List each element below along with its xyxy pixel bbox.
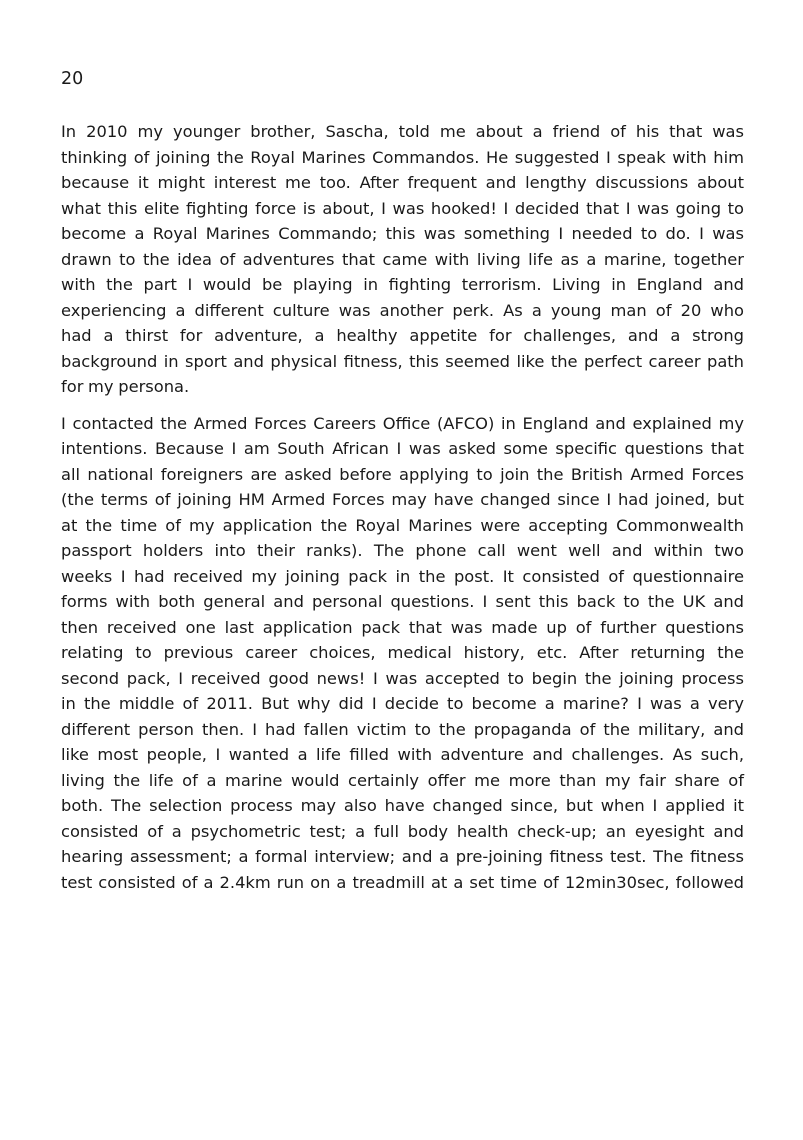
text-line: passport holders into their ranks). The phone call went well and within two (61, 541, 744, 560)
text-line: like most people, I wanted a life filled with adventure and challenges. As such, (61, 745, 744, 764)
text-line: consisted of a psychometric test; a full body health check-up; an eyesight and (61, 821, 744, 841)
text-line: experiencing a different culture was another perk. As a young man of 20 who (61, 300, 744, 320)
body-text (61, 119, 744, 906)
paragraph (61, 119, 744, 400)
text-line: both. The selection process may also have changed since, but when I applied it (61, 796, 744, 815)
text-line: different person then. I had fallen victim to the propaganda of the military, and (61, 719, 744, 739)
text-line: had a thirst for adventure, a healthy appetite for challenges, and a strong (61, 326, 744, 345)
page-number: 20 (61, 69, 84, 89)
text-line: all national foreigners are asked before applying to join the British Armed Forces (61, 464, 744, 484)
text-line: forms with both general and personal questions. I sent this back to the UK and (61, 592, 744, 611)
text-line: In 2010 my younger brother, Sascha, told me about a friend of his that was (61, 122, 744, 141)
text-line: intentions. Because I am South African I was asked some specific questions that (61, 439, 744, 458)
paragraph (61, 411, 744, 896)
text-line: because it might interest me too. After frequent and lengthy discussions about (61, 173, 744, 192)
text-line: test consisted of a 2.4km run on a treadmill at a set time of 12min30sec, followed (61, 872, 744, 892)
text-line: then received one last application pack that was made up of further questions (61, 617, 744, 637)
text-line: weeks I had received my joining pack in the post. It consisted of questionnaire (61, 566, 744, 586)
text-line: for my persona. (61, 377, 190, 396)
text-line: background in sport and physical fitness, this seemed like the perfect career path (61, 351, 744, 371)
text-line: (the terms of joining HM Armed Forces may have changed since I had joined, but (61, 490, 744, 509)
text-line: I contacted the Armed Forces Careers Office (AFCO) in England and explained my (61, 413, 744, 433)
text-line: living the life of a marine would certainly offer me more than my fair share of (61, 770, 744, 790)
text-line: second pack, I received good news! I was accepted to begin the joining process (61, 668, 744, 688)
text-line: thinking of joining the Royal Marines Commandos. He suggested I speak with him (61, 147, 744, 167)
text-line: become a Royal Marines Commando; this was something I needed to do. I was (61, 224, 744, 243)
text-line: at the time of my application the Royal Marines were accepting Commonwealth (61, 515, 744, 535)
text-line: in the middle of 2011. But why did I decide to become a marine? I was a very (61, 694, 744, 713)
text-line: what this elite fighting force is about, I was hooked! I decided that I was going to (61, 198, 744, 218)
text-line: drawn to the idea of adventures that came with living life as a marine, together (61, 249, 744, 269)
text-line: relating to previous career choices, medical history, etc. After returning the (61, 643, 744, 662)
text-line: with the part I would be playing in fighting terrorism. Living in England and (61, 275, 744, 294)
text-line: hearing assessment; a formal interview; and a pre-joining fitness test. The fitness (61, 847, 744, 866)
